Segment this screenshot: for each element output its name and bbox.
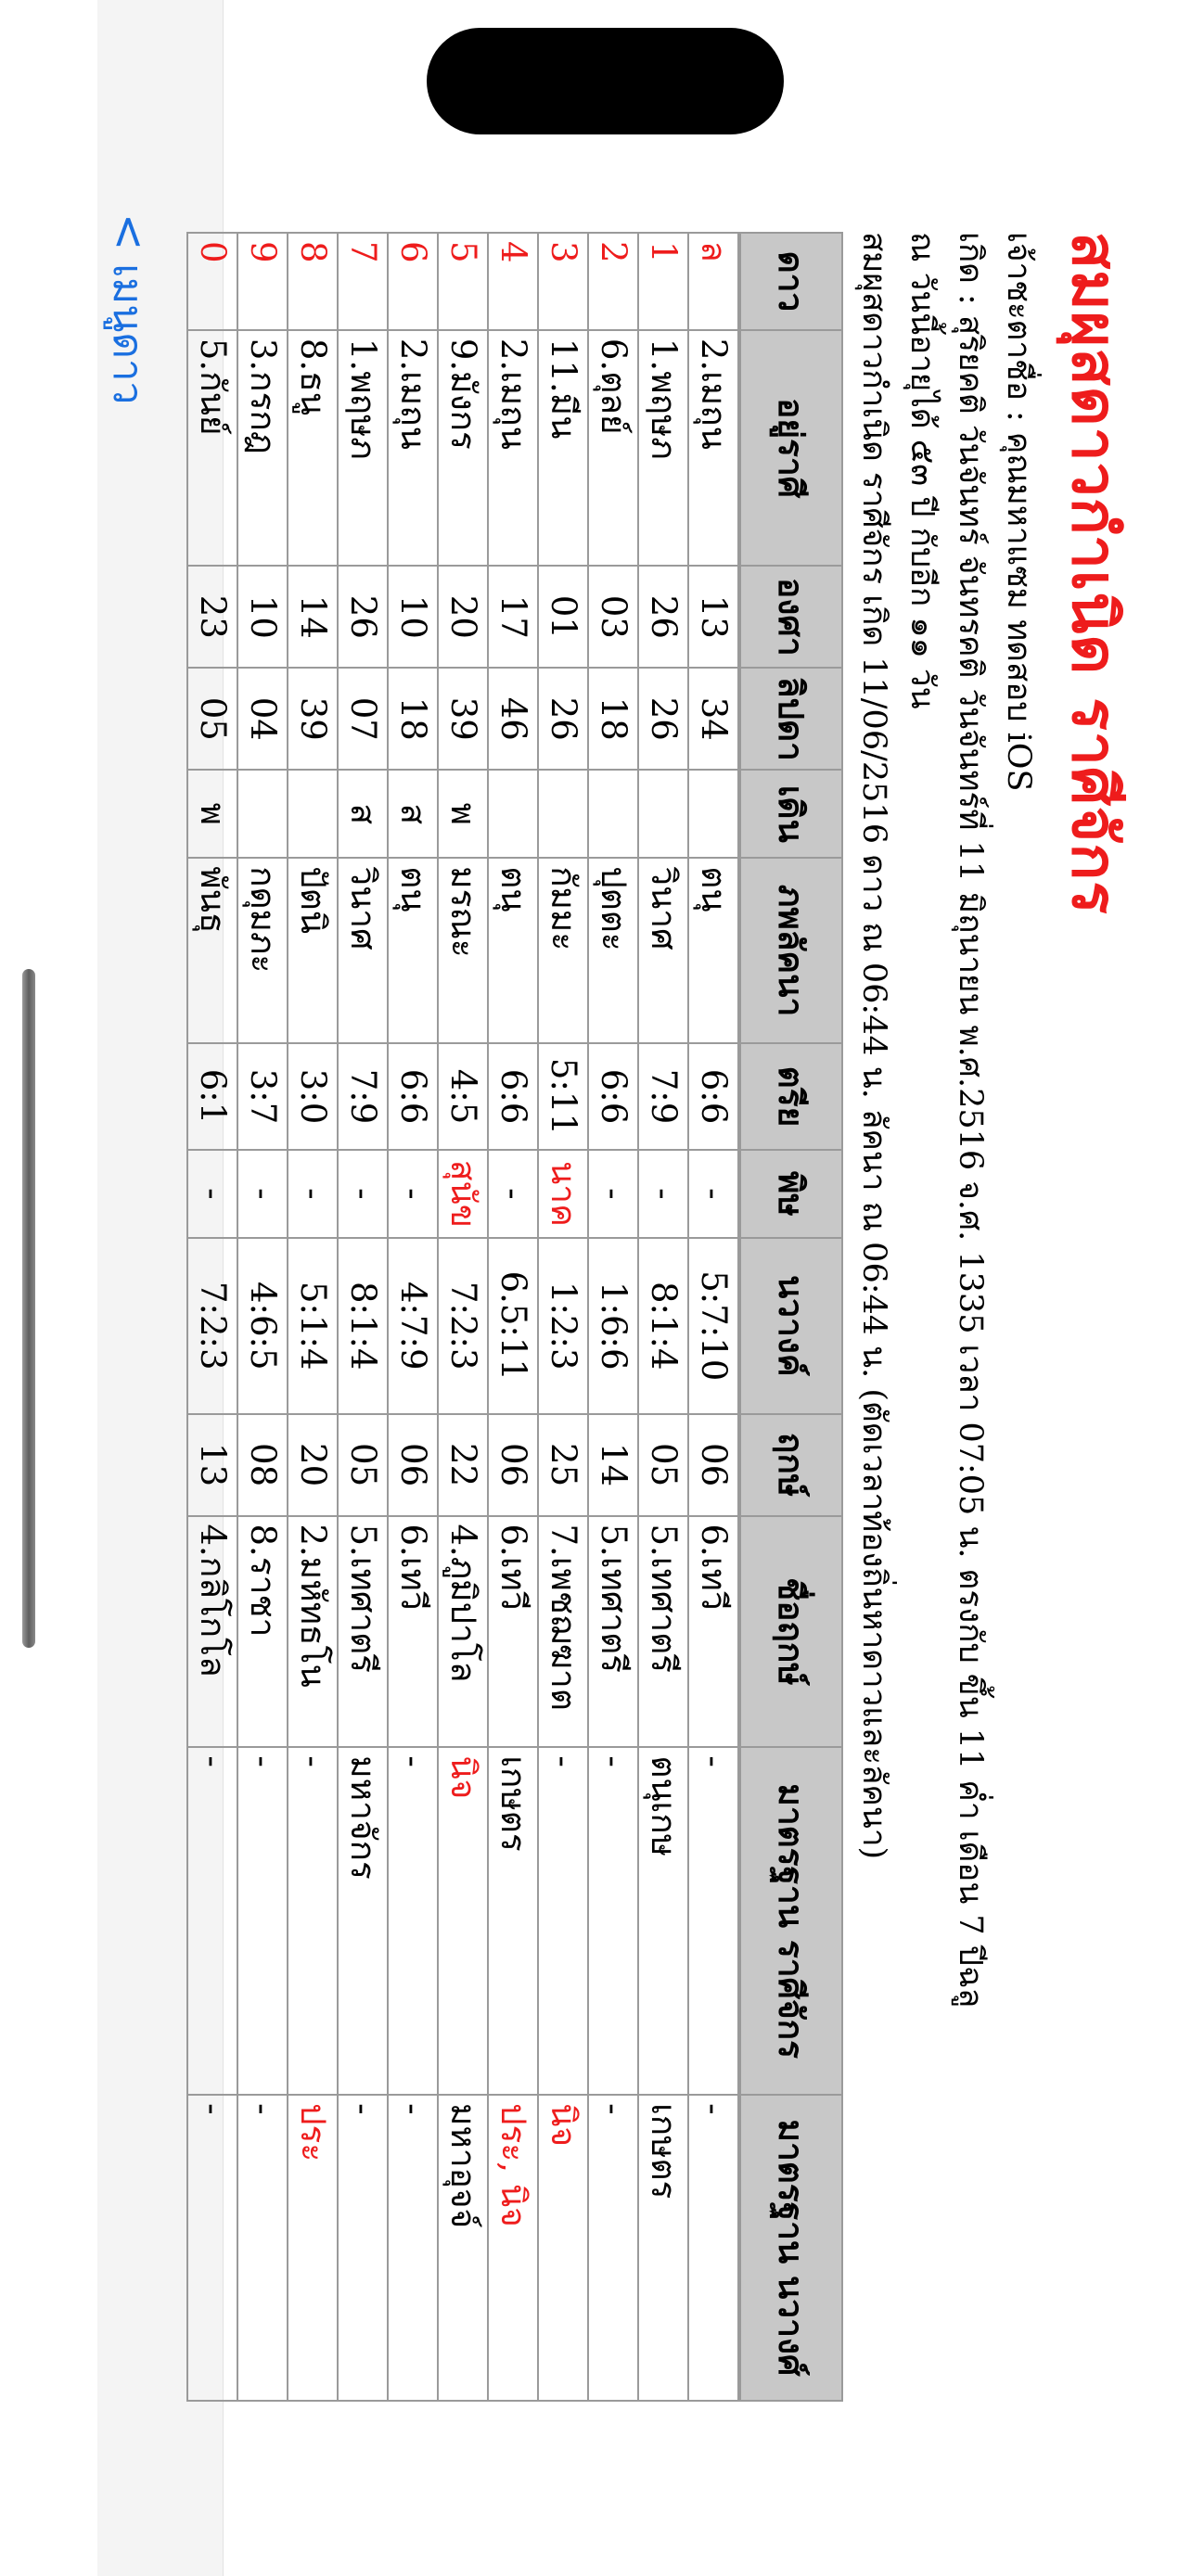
cell-nav: 1:6:6 xyxy=(588,1238,638,1414)
cell-move xyxy=(538,770,588,858)
cell-star: ล xyxy=(688,233,739,330)
cell-rkname: 5.เทศาตรี xyxy=(588,1516,638,1748)
cell-poison: นาค xyxy=(538,1150,588,1238)
cell-std: - xyxy=(588,1747,638,2095)
cell-tri: 6:6 xyxy=(688,1043,739,1150)
cell-rk: 25 xyxy=(538,1414,588,1516)
table-row xyxy=(288,233,338,2401)
cell-deg: 14 xyxy=(288,566,338,668)
summary-line: สมผุสดาวกำเนิด ราศีจักร เกิด 11/06/2516 ดาว ณ 06:44 น. ลัคนา ณ 06:44 น. (ตัดเวลาท้องถิ่นหาดาวและลัคนา) xyxy=(855,232,892,1860)
cell-star: 8 xyxy=(288,233,338,330)
cell-stdnav: - xyxy=(588,2095,638,2401)
cell-rk: 14 xyxy=(588,1414,638,1516)
cell-sign: 1.พฤษภ xyxy=(638,330,688,566)
cell-rk: 06 xyxy=(688,1414,739,1516)
cell-rkname: 5.เทศาตรี xyxy=(338,1516,388,1748)
cell-poison: - xyxy=(388,1150,438,1238)
cell-deg: 03 xyxy=(588,566,638,668)
cell-std: - xyxy=(388,1747,438,2095)
cell-poison: - xyxy=(638,1150,688,1238)
cell-std: - xyxy=(688,1747,739,2095)
cell-tri: 6:6 xyxy=(488,1043,538,1150)
cell-min: 26 xyxy=(638,668,688,770)
cell-stdnav: - xyxy=(187,2095,237,2401)
chevron-left-icon: < xyxy=(103,213,155,251)
col-header: นวางค์ xyxy=(739,1238,842,1414)
cell-rk: 08 xyxy=(237,1414,288,1516)
cell-nav: 1:2:3 xyxy=(538,1238,588,1414)
cell-nav: 8:1:4 xyxy=(338,1238,388,1414)
cell-rkname: 2.มหัทธโน xyxy=(288,1516,338,1748)
cell-house: พันธุ xyxy=(187,858,237,1043)
cell-min: 05 xyxy=(187,668,237,770)
cell-std: เกษตร xyxy=(488,1747,538,2095)
planet-table xyxy=(186,232,843,2402)
cell-poison: - xyxy=(237,1150,288,1238)
cell-tri: 6:1 xyxy=(187,1043,237,1150)
cell-star: 7 xyxy=(338,233,388,330)
cell-min: 34 xyxy=(688,668,739,770)
cell-min: 18 xyxy=(388,668,438,770)
cell-deg: 01 xyxy=(538,566,588,668)
cell-std: - xyxy=(237,1747,288,2095)
table-row xyxy=(438,233,488,2401)
col-header: มาตรฐาน ราศีจักร xyxy=(739,1747,842,2095)
cell-tri: 5:11 xyxy=(538,1043,588,1150)
cell-move xyxy=(488,770,538,858)
page-title: สมผุสดาวกำเนิด ราศีจักร xyxy=(1058,232,1131,915)
owner-line: เจ้าชะตาชื่อ : คุณมหาแซม ทดสอบ iOS xyxy=(1000,232,1037,792)
col-header: ภพลัคนา xyxy=(739,858,842,1043)
cell-min: 18 xyxy=(588,668,638,770)
cell-nav: 8:1:4 xyxy=(638,1238,688,1414)
cell-min: 46 xyxy=(488,668,538,770)
col-header: เดิน xyxy=(739,770,842,858)
cell-rk: 05 xyxy=(638,1414,688,1516)
cell-nav: 7:2:3 xyxy=(187,1238,237,1414)
table-row xyxy=(187,233,237,2401)
cell-house: วินาศ xyxy=(338,858,388,1043)
cell-std: ตนุเกษ xyxy=(638,1747,688,2095)
cell-sign: 11.มีน xyxy=(538,330,588,566)
cell-tri: 7:9 xyxy=(338,1043,388,1150)
cell-house: ตนุ xyxy=(688,858,739,1043)
cell-std: - xyxy=(538,1747,588,2095)
cell-tri: 3:7 xyxy=(237,1043,288,1150)
col-header: อยู่ราศี xyxy=(739,330,842,566)
col-header: ดาว xyxy=(739,233,842,330)
cell-rk: 22 xyxy=(438,1414,488,1516)
cell-house: กัมมะ xyxy=(538,858,588,1043)
cell-move: พ xyxy=(438,770,488,858)
cell-sign: 2.เมถุน xyxy=(688,330,739,566)
table-row xyxy=(638,233,688,2401)
birth-line: เกิด : สุริยคติ วันจันทร์ จันทรคติ วันจันทร์ที่ 11 มิถุนายน พ.ศ.2516 จ.ศ. 1335 เวลา 07:05 น. ตรงกับ ขึ้น 11 ค่ำ เดือน 7 ปีฉลู xyxy=(952,232,989,2009)
cell-tri: 6:6 xyxy=(388,1043,438,1150)
cell-deg: 13 xyxy=(688,566,739,668)
cell-rk: 06 xyxy=(388,1414,438,1516)
cell-nav: 4:6:5 xyxy=(237,1238,288,1414)
col-header: พิษ xyxy=(739,1150,842,1238)
cell-rk: 06 xyxy=(488,1414,538,1516)
cell-rk: 13 xyxy=(187,1414,237,1516)
table-row xyxy=(688,233,739,2401)
table-row xyxy=(488,233,538,2401)
cell-sign: 1.พฤษภ xyxy=(338,330,388,566)
cell-stdnav: - xyxy=(388,2095,438,2401)
cell-rkname: 8.ราชา xyxy=(237,1516,288,1748)
cell-poison: สุนัข xyxy=(438,1150,488,1238)
cell-tri: 4:5 xyxy=(438,1043,488,1150)
cell-poison: - xyxy=(688,1150,739,1238)
table-row xyxy=(538,233,588,2401)
cell-rkname: 5.เทศาตรี xyxy=(638,1516,688,1748)
cell-std: - xyxy=(187,1747,237,2095)
cell-stdnav: - xyxy=(338,2095,388,2401)
col-header: ตรีย xyxy=(739,1043,842,1150)
cell-poison: - xyxy=(338,1150,388,1238)
cell-deg: 10 xyxy=(388,566,438,668)
cell-std: มหาจักร xyxy=(338,1747,388,2095)
cell-house: มรณะ xyxy=(438,858,488,1043)
cell-nav: 6.5:11 xyxy=(488,1238,538,1414)
cell-sign: 8.ธนู xyxy=(288,330,338,566)
cell-tri: 3:0 xyxy=(288,1043,338,1150)
cell-std: - xyxy=(288,1747,338,2095)
cell-rkname: 7.เพชฌฆาต xyxy=(538,1516,588,1748)
cell-move xyxy=(237,770,288,858)
cell-min: 04 xyxy=(237,668,288,770)
cell-std: นิจ xyxy=(438,1747,488,2095)
cell-tri: 6:6 xyxy=(588,1043,638,1150)
cell-tri: 7:9 xyxy=(638,1043,688,1150)
cell-stdnav: นิจ xyxy=(538,2095,588,2401)
cell-stdnav: - xyxy=(237,2095,288,2401)
cell-house: ปัตนิ xyxy=(288,858,338,1043)
cell-house: วินาศ xyxy=(638,858,688,1043)
cell-move xyxy=(638,770,688,858)
cell-deg: 20 xyxy=(438,566,488,668)
col-header: ชื่อฤกษ์ xyxy=(739,1516,842,1748)
cell-rkname: 6.เทวี xyxy=(388,1516,438,1748)
cell-deg: 17 xyxy=(488,566,538,668)
cell-nav: 5:1:4 xyxy=(288,1238,338,1414)
cell-move: พ xyxy=(187,770,237,858)
cell-sign: 3.กรกฎ xyxy=(237,330,288,566)
back-nav-label: เมนูดาว xyxy=(104,263,151,405)
cell-star: 5 xyxy=(438,233,488,330)
cell-poison: - xyxy=(288,1150,338,1238)
cell-move xyxy=(288,770,338,858)
cell-star: 1 xyxy=(638,233,688,330)
cell-move: ส xyxy=(388,770,438,858)
table-row xyxy=(237,233,288,2401)
col-header: ลิปดา xyxy=(739,668,842,770)
col-header: ฤกษ์ xyxy=(739,1414,842,1516)
cell-star: 0 xyxy=(187,233,237,330)
cell-stdnav: ประ, นิจ xyxy=(488,2095,538,2401)
cell-star: 3 xyxy=(538,233,588,330)
cell-stdnav: มหาอุจจ์ xyxy=(438,2095,488,2401)
cell-poison: - xyxy=(488,1150,538,1238)
cell-deg: 26 xyxy=(638,566,688,668)
cell-stdnav: - xyxy=(688,2095,739,2401)
cell-poison: - xyxy=(187,1150,237,1238)
cell-house: ตนุ xyxy=(388,858,438,1043)
cell-house: กดุมภะ xyxy=(237,858,288,1043)
age-line: ณ วันนี้อายุได้ ๕๓ ปี กับอีก ๑๑ วัน xyxy=(903,232,941,709)
cell-nav: 5:7:10 xyxy=(688,1238,739,1414)
table-row xyxy=(338,233,388,2401)
cell-sign: 9.มังกร xyxy=(438,330,488,566)
cell-min: 26 xyxy=(538,668,588,770)
cell-deg: 10 xyxy=(237,566,288,668)
cell-star: 2 xyxy=(588,233,638,330)
cell-sign: 6.ตุลย์ xyxy=(588,330,638,566)
cell-stdnav: เกษตร xyxy=(638,2095,688,2401)
cell-house: ปุตตะ xyxy=(588,858,638,1043)
cell-star: 9 xyxy=(237,233,288,330)
cell-min: 39 xyxy=(438,668,488,770)
cell-move xyxy=(588,770,638,858)
back-nav-button[interactable] xyxy=(101,213,157,404)
cell-move: ส xyxy=(338,770,388,858)
cell-rk: 20 xyxy=(288,1414,338,1516)
table-row xyxy=(588,233,638,2401)
cell-rkname: 6.เทวี xyxy=(488,1516,538,1748)
cell-rkname: 4.กลิโกโล xyxy=(187,1516,237,1748)
cell-min: 07 xyxy=(338,668,388,770)
cell-star: 4 xyxy=(488,233,538,330)
table-row xyxy=(388,233,438,2401)
col-header: มาตรฐาน นวางศ์ xyxy=(739,2095,842,2401)
cell-deg: 23 xyxy=(187,566,237,668)
cell-move xyxy=(688,770,739,858)
cell-rk: 05 xyxy=(338,1414,388,1516)
cell-house: ตนุ xyxy=(488,858,538,1043)
cell-nav: 7:2:3 xyxy=(438,1238,488,1414)
cell-rkname: 4.ภูมิปาโล xyxy=(438,1516,488,1748)
col-header: องศา xyxy=(739,566,842,668)
cell-sign: 2.เมถุน xyxy=(388,330,438,566)
cell-rkname: 6.เทวี xyxy=(688,1516,739,1748)
cell-stdnav: ประ xyxy=(288,2095,338,2401)
cell-sign: 5.กันย์ xyxy=(187,330,237,566)
cell-nav: 4:7:9 xyxy=(388,1238,438,1414)
cell-min: 39 xyxy=(288,668,338,770)
cell-poison: - xyxy=(588,1150,638,1238)
cell-sign: 2.เมถุน xyxy=(488,330,538,566)
cell-star: 6 xyxy=(388,233,438,330)
cell-deg: 26 xyxy=(338,566,388,668)
table-header-row xyxy=(739,233,842,2401)
